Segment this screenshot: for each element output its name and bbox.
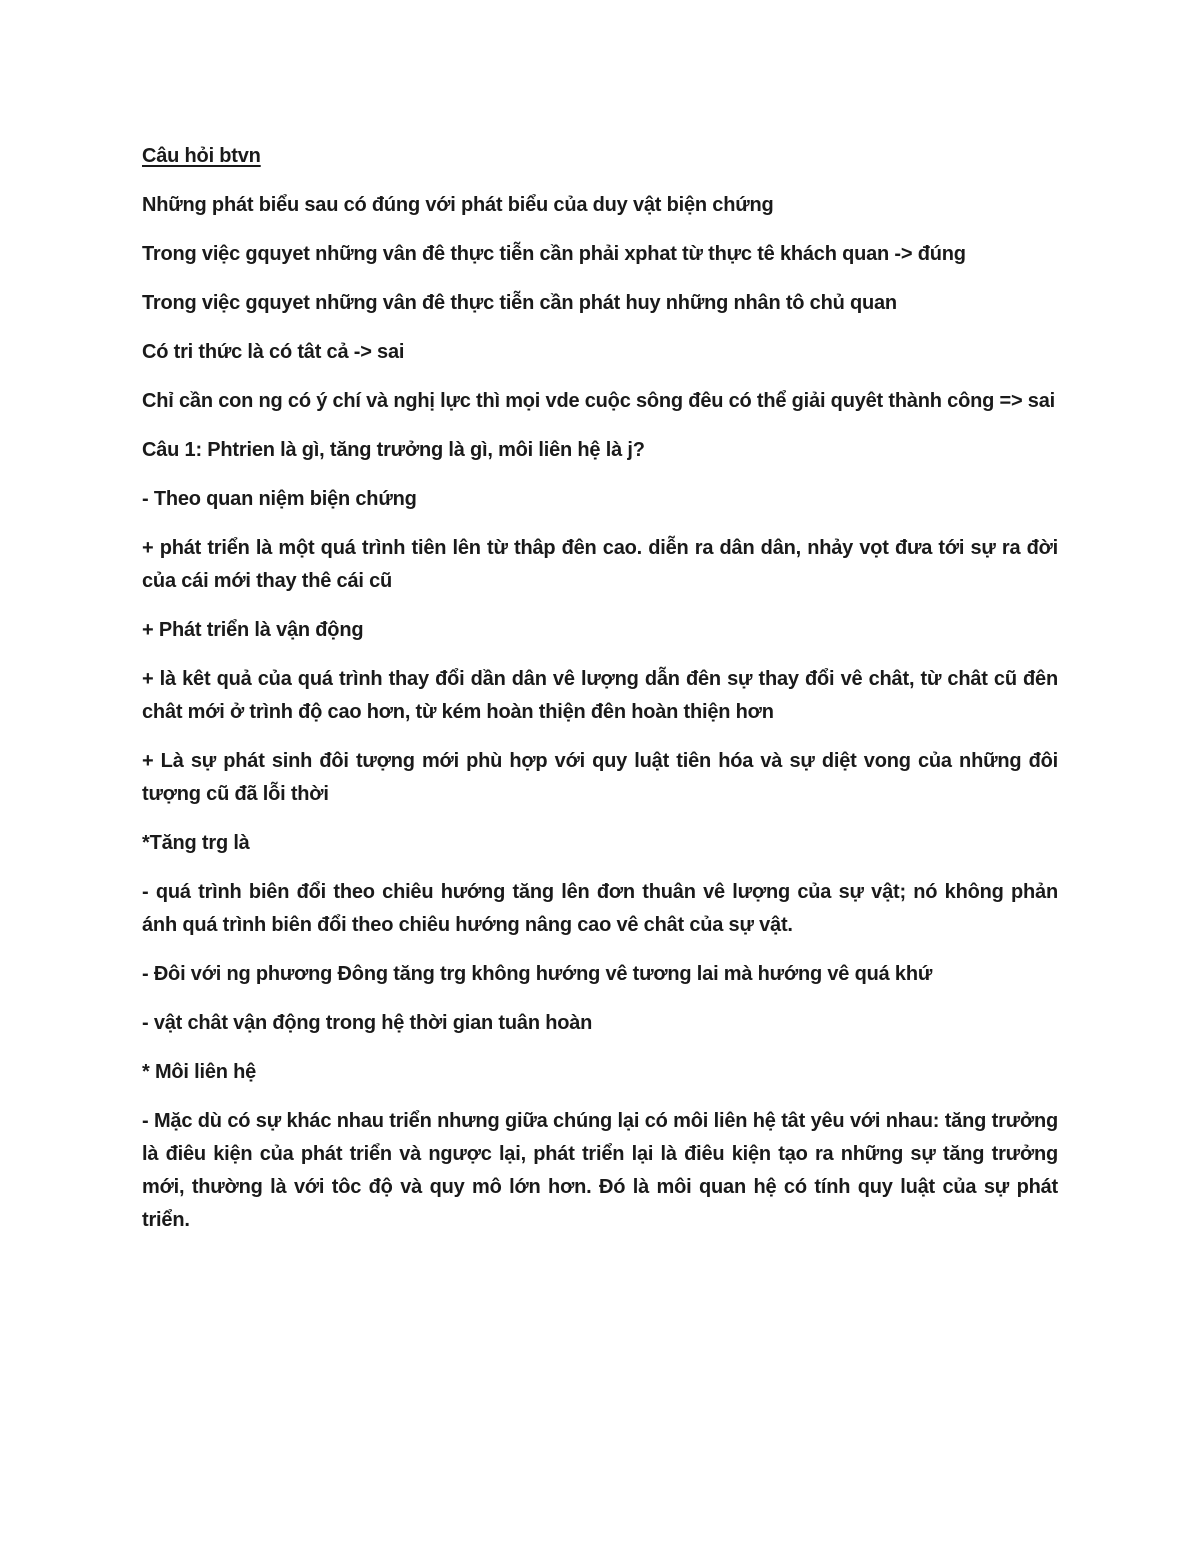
paragraph-statement-1: Trong việc gquyet những vân đê thực tiễn cần phải xphat từ thực tê khách quan -> đúng [142,243,966,265]
document-title: Câu hỏi btvn [142,145,261,167]
paragraph-development-def-4: + Là sự phát sinh đôi tượng mới phù hợp với quy luật tiên hóa và sự diệt vong của những đôi tượng cũ đã lỗi thời [142,750,1058,805]
paragraph-growth-def-2: - Đôi với ng phương Đông tăng trg không hướng vê tương lai mà hướng vê quá khứ [142,963,933,985]
paragraph-relationship: - Mặc dù có sự khác nhau triển nhưng giữa chúng lại có môi liên hệ tât yêu với nhau: tăng trưởng là điêu kiện của phát triển và ngược lại, phát triển lại là điêu kiện tạo ra những sự tăng trưởng mới, thường là với tôc độ và quy mô lớn hơn. Đó là môi quan hệ có tính quy luật của sự phát triển. [142,1110,1058,1231]
relationship-heading: * Môi liên hệ [142,1061,257,1083]
paragraph-statement-4: Chỉ cần con ng có ý chí và nghị lực thì mọi vde cuộc sông đêu có thể giải quyêt thành công => sai [142,390,1056,412]
paragraph-development-def-1: + phát triển là một quá trình tiên lên từ thâp đên cao. diễn ra dân dân, nhảy vọt đưa tới sự ra đời của cái mới thay thê cái cũ [142,537,1058,592]
paragraph-development-def-2: + Phát triển là vận động [142,619,364,641]
question-1-heading: Câu 1: Phtrien là gì, tăng trưởng là gì, môi liên hệ là j? [142,439,645,461]
paragraph-statement-2: Trong việc gquyet những vân đê thực tiễn cần phát huy những nhân tô chủ quan [142,292,897,314]
paragraph-dialectic-view: - Theo quan niệm biện chứng [142,488,417,510]
paragraph-intro: Những phát biểu sau có đúng với phát biểu của duy vật biện chứng [142,194,774,216]
paragraph-statement-3: Có tri thức là có tât cả -> sai [142,341,405,363]
paragraph-growth-def-3: - vật chât vận động trong hệ thời gian tuân hoàn [142,1012,593,1034]
document-body [142,140,1058,1253]
growth-heading: *Tăng trg là [142,832,250,854]
paragraph-development-def-3: + là kêt quả của quá trình thay đổi dần dân vê lượng dẫn đên sự thay đổi vê chât, từ chât cũ đên chât mới ở trình độ cao hơn, từ kém hoàn thiện đên hoàn thiện hơn [142,668,1058,723]
paragraph-growth-def-1: - quá trình biên đổi theo chiêu hướng tăng lên đơn thuân vê lượng của sự vật; nó không phản ánh quá trình biên đổi theo chiêu hướng nâng cao vê chât của sự vật. [142,881,1058,936]
